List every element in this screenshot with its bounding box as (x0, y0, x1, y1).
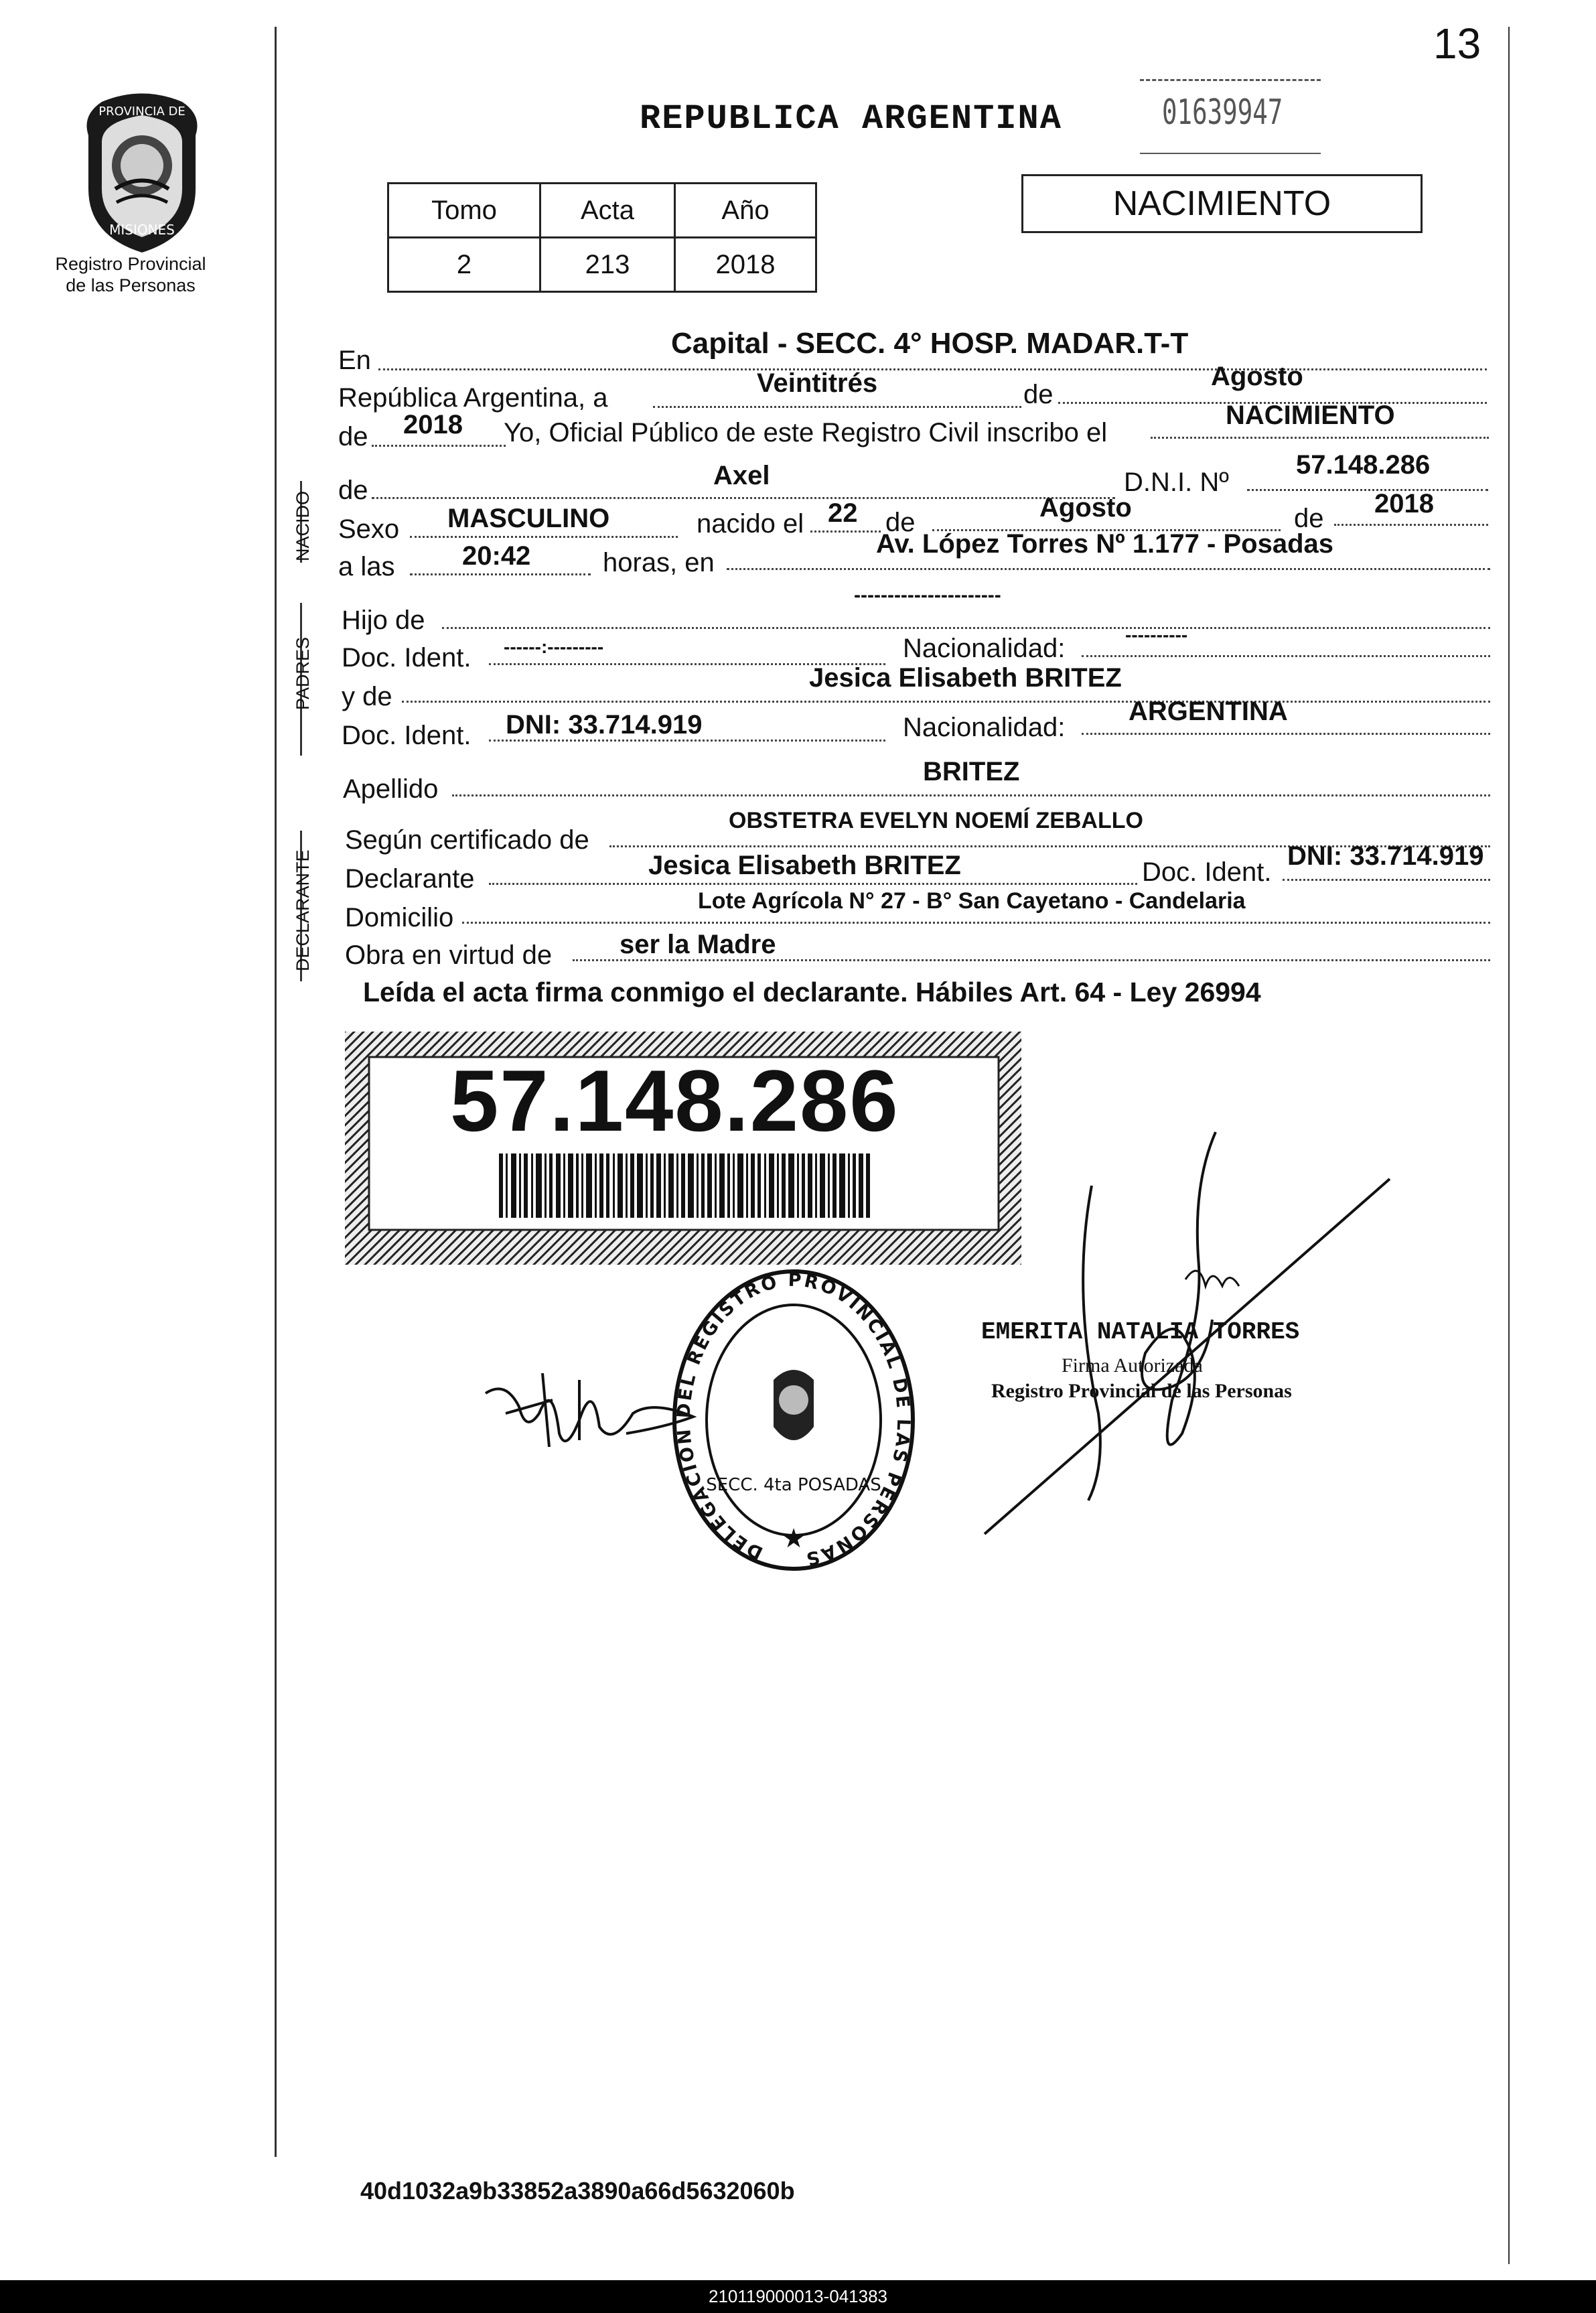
value-anio-nac: 2018 (1374, 489, 1434, 518)
value-certificado: OBSTETRA EVELYN NOEMÍ ZEBALLO (729, 808, 1143, 833)
value-obra-virtud: ser la Madre (620, 930, 776, 959)
value-lugar: Capital - SECC. 4° HOSP. MADAR.T-T (671, 327, 1189, 360)
svg-text:PROVINCIA DE: PROVINCIA DE (98, 104, 186, 119)
label-a-las: a las (338, 552, 395, 581)
value-padre: ---------------------- (854, 584, 1001, 606)
label-hijo-de: Hijo de (342, 606, 425, 635)
side-label-declarante: DECLARANTE (293, 849, 313, 971)
record-table (387, 182, 817, 293)
dotted-line (410, 573, 591, 575)
value-dni: 57.148.286 (1296, 450, 1431, 480)
record-table-cell: 2 (388, 238, 540, 292)
dotted-line (727, 568, 1490, 570)
label-nacido-el: nacido el (697, 509, 804, 539)
label-declarante: Declarante (345, 864, 475, 894)
label-republica: República Argentina, a (338, 383, 608, 413)
value-lugar-nac: Av. López Torres Nº 1.177 - Posadas (876, 529, 1333, 559)
official-seal (666, 1259, 921, 1574)
value-sexo: MASCULINO (447, 504, 610, 533)
dotted-line (378, 368, 1487, 370)
org-name: Registro Provincial de las Personas (55, 254, 206, 295)
value-madre-nac: ARGENTINA (1129, 697, 1288, 726)
signer-office: Registro Provincial de las Personas (991, 1380, 1292, 1402)
value-declarante-doc: DNI: 33.714.919 (1287, 841, 1484, 871)
label-de: de (885, 508, 916, 537)
value-domicilio: Lote Agrícola N° 27 - B° San Cayetano - Candelaria (698, 888, 1246, 914)
dni-sticker-number: 57.148.286 (450, 1052, 899, 1149)
value-tipo: NACIMIENTO (1226, 401, 1395, 430)
value-mes: Agosto (1211, 362, 1303, 391)
value-madre: Jesica Elisabeth BRITEZ (809, 663, 1122, 693)
label-apellido: Apellido (343, 774, 439, 804)
dotted-line (1283, 879, 1490, 881)
record-table-value-row (388, 238, 816, 292)
seal-ring-text: DELEGACION DEL REGISTRO PROVINCIAL DE LAS PERSONAS (673, 1269, 914, 1570)
value-hora: 20:42 (462, 541, 531, 571)
record-table-cell: 2018 (675, 238, 816, 292)
dotted-line (452, 794, 1490, 796)
label-de: de (1294, 504, 1324, 533)
label-horas-en: horas, en (603, 548, 715, 577)
signer-name: EMERITA NATALIA TORRES (981, 1318, 1300, 1346)
label-yo-oficial: Yo, Oficial Público de este Registro Civil inscribo el (504, 418, 1108, 447)
dotted-line (1082, 655, 1490, 657)
closing-statement: Leída el acta firma conmigo el declarante. Hábiles Art. 64 - Ley 26994 (363, 977, 1261, 1007)
dotted-line (653, 406, 1021, 408)
value-padre-doc: ------:--------- (504, 636, 604, 657)
label-en: En (338, 346, 371, 375)
dotted-line (1247, 489, 1488, 491)
serial-number: 01639947 (1162, 92, 1283, 133)
record-type-box: NACIMIENTO (1021, 174, 1423, 233)
label-y-de: y de (342, 682, 392, 711)
value-madre-doc: DNI: 33.714.919 (506, 710, 703, 740)
label-domicilio: Domicilio (345, 903, 454, 932)
label-de: de (338, 422, 368, 451)
province-emblem-logo (75, 88, 209, 256)
value-padre-nac: ---------- (1125, 624, 1188, 645)
record-table-header: Tomo (388, 184, 540, 238)
page-number: 13 (1433, 19, 1481, 68)
dotted-line (1082, 733, 1490, 735)
dotted-line (489, 883, 1137, 885)
label-segun-certificado: Según certificado de (345, 825, 589, 855)
value-dia-letras: Veintitrés (757, 368, 878, 398)
label-de: de (1023, 380, 1054, 409)
dotted-line (1334, 524, 1488, 526)
record-table-cell: 213 (540, 238, 675, 292)
serial-underline (1140, 153, 1321, 154)
dotted-line (442, 627, 1490, 629)
left-margin-line (275, 27, 277, 2157)
value-declarante: Jesica Elisabeth BRITEZ (648, 851, 961, 880)
dotted-line (402, 701, 1490, 703)
side-label-padres: PADRES (293, 636, 313, 710)
label-nacionalidad: Nacionalidad: (903, 634, 1066, 663)
serial-top-line (1140, 79, 1321, 82)
label-doc-ident: Doc. Ident. (342, 721, 471, 750)
value-dia-nac: 22 (828, 498, 858, 528)
dotted-line (410, 536, 678, 538)
label-nacionalidad: Nacionalidad: (903, 713, 1066, 742)
label-doc-ident-declarante: Doc. Ident. (1142, 857, 1272, 887)
document-hash: 40d1032a9b33852a3890a66d5632060b (360, 2177, 795, 2204)
value-mes-nac: Agosto (1039, 493, 1132, 522)
seal-inner-text: SECC. 4ta POSADAS (706, 1475, 881, 1495)
svg-text:MISIONES: MISIONES (109, 222, 175, 238)
dotted-line (810, 531, 881, 533)
label-sexo: Sexo (338, 514, 400, 544)
record-table-header: Año (675, 184, 816, 238)
dotted-line (372, 445, 506, 447)
country-title: REPUBLICA ARGENTINA (640, 99, 1062, 139)
right-margin-line (1508, 27, 1510, 2264)
value-anio: 2018 (403, 410, 463, 439)
dotted-line (1151, 437, 1489, 439)
signer-role: Firma Autorizada (1062, 1354, 1203, 1377)
side-label-nacido: NACIDO (293, 490, 313, 561)
barcode (499, 1153, 871, 1218)
label-obra-virtud: Obra en virtud de (345, 940, 553, 970)
record-table-header: Acta (540, 184, 675, 238)
dotted-line (462, 922, 1490, 924)
left-signature (479, 1353, 700, 1460)
seal-star-icon: ★ (782, 1524, 806, 1553)
dotted-line (372, 497, 1115, 499)
label-dni: D.N.I. Nº (1124, 468, 1229, 497)
value-nombre: Axel (713, 461, 770, 490)
record-table-header-row (388, 184, 816, 238)
value-apellido: BRITEZ (923, 757, 1020, 786)
label-de: de (338, 476, 368, 505)
footer-code: 210119000013-041383 (0, 2280, 1596, 2313)
label-doc-ident: Doc. Ident. (342, 643, 471, 673)
